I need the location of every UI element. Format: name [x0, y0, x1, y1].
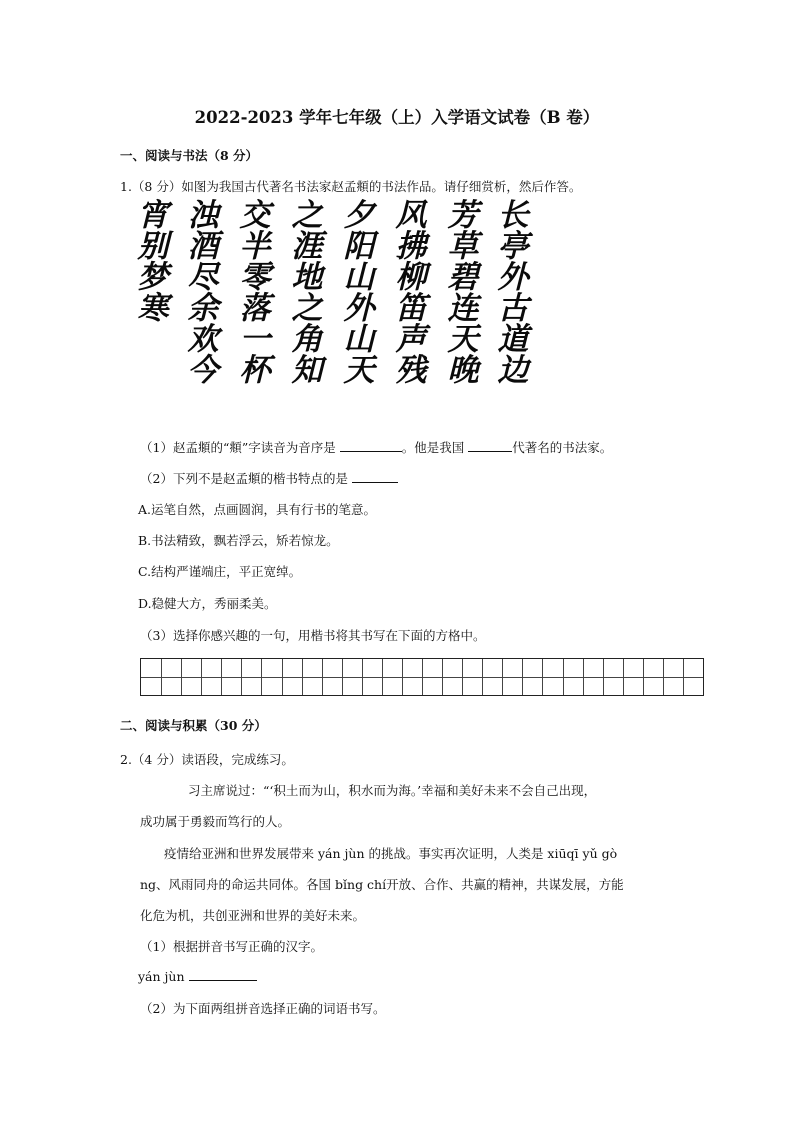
q1-stem: 1.（8 分）如图为我国古代著名书法家赵孟頫的书法作品。请仔细赏析，然后作答。: [120, 179, 582, 194]
grid-cell-divider: [482, 659, 483, 695]
q1-sub2-text: （2）下列不是赵孟頫的楷书特点的是: [140, 471, 348, 486]
grid-cell-divider: [442, 659, 443, 695]
grid-cell-divider: [241, 659, 242, 695]
calligraphy-text: 交半零落一杯: [233, 198, 270, 384]
option-a: A.运笔自然，点画圆润，具有行书的笔意。: [138, 502, 377, 517]
answer-blank[interactable]: [189, 968, 257, 981]
grid-cell-divider: [623, 659, 624, 695]
q1-sub1-part-a: （1）赵孟頫的“頫”字读音为音序是: [140, 440, 336, 455]
calligraphy-text: 之涯地之角知: [285, 198, 322, 384]
grid-cell-divider: [221, 659, 222, 695]
grid-cell-divider: [181, 659, 182, 695]
grid-cell-divider: [683, 659, 684, 695]
calligraphy-column: [130, 198, 169, 322]
grid-cell-divider: [402, 659, 403, 695]
calligraphy-text: 风拂柳笛声残: [389, 198, 426, 384]
q2-stem: 2.（4 分）读语段，完成练习。: [120, 752, 294, 767]
calligraphy-column: [440, 198, 479, 384]
grid-cell-divider: [583, 659, 584, 695]
answer-blank[interactable]: [340, 439, 402, 452]
grid-cell-divider: [201, 659, 202, 695]
grid-cell-divider: [542, 659, 543, 695]
calligraphy-text: 浊酒尽余欢今: [181, 198, 218, 384]
q1-sub2: [140, 469, 398, 487]
grid-cell-divider: [282, 659, 283, 695]
calligraphy-text: 长亭外古道边: [491, 198, 528, 384]
grid-cell-divider: [462, 659, 463, 695]
calligraphy-column: [490, 198, 529, 384]
grid-cell-divider: [563, 659, 564, 695]
calligraphy-column: [232, 198, 271, 384]
option-b: B.书法精致，飘若浮云，矫若惊龙。: [138, 533, 339, 548]
grid-cell-divider: [663, 659, 664, 695]
calligraphy-column: [336, 198, 375, 384]
calligraphy-artwork: [130, 198, 530, 424]
option-d: D.稳健大方，秀丽柔美。: [138, 596, 277, 611]
pinyin-answer-line: [138, 968, 257, 984]
calligraphy-column: [388, 198, 427, 384]
answer-blank[interactable]: [468, 439, 512, 452]
q2-para2-line3: 化危为机，共创亚洲和世界的美好未来。: [140, 908, 366, 923]
q1-sub1-part-b: 。他是我国: [401, 440, 465, 455]
calligraphy-column: [180, 198, 219, 384]
q2-para2-line2: ng、风雨同舟的命运共同体。各国 bǐng chí开放、合作、共赢的精神，共谋发展，方能: [140, 877, 624, 892]
section-2-heading: 二、阅读与积累（30 分）: [120, 718, 267, 733]
calligraphy-text: 宵别梦寒: [131, 198, 168, 322]
page-title: 2022-2023 学年七年级（上）入学语文试卷（B 卷）: [194, 108, 600, 127]
q1-sub3: （3）选择你感兴趣的一句，用楷书将其书写在下面的方格中。: [140, 628, 486, 643]
section-1-heading: 一、阅读与书法（8 分）: [120, 148, 259, 163]
pinyin-label: yán jùn: [138, 969, 185, 984]
q1-sub1: [140, 438, 612, 456]
grid-cell-divider: [643, 659, 644, 695]
q2-para1-line1: 习主席说过：“‘积土而为山，积水而为海。’幸福和美好未来不会自己出现，: [188, 783, 597, 798]
grid-cell-divider: [302, 659, 303, 695]
grid-cell-divider: [261, 659, 262, 695]
grid-cell-divider: [522, 659, 523, 695]
q2-para1-line2: 成功属于勇毅而笃行的人。: [140, 814, 291, 829]
grid-cell-divider: [603, 659, 604, 695]
calligraphy-text: 夕阳山外山天: [337, 198, 374, 384]
grid-cell-divider: [161, 659, 162, 695]
answer-blank[interactable]: [352, 470, 398, 483]
calligraphy-column: [284, 198, 323, 384]
q2-sub2: （2）为下面两组拼音选择正确的词语书写。: [140, 1001, 386, 1016]
grid-cell-divider: [422, 659, 423, 695]
option-c: C.结构严谨端庄，平正宽绰。: [138, 564, 302, 579]
q2-sub1: （1）根据拼音书写正确的汉字。: [140, 939, 323, 954]
writing-grid[interactable]: [140, 658, 704, 696]
grid-cell-divider: [322, 659, 323, 695]
grid-cell-divider: [382, 659, 383, 695]
grid-cell-divider: [342, 659, 343, 695]
grid-cell-divider: [502, 659, 503, 695]
q1-sub1-part-c: 代著名的书法家。: [512, 440, 613, 455]
q2-para2-line1: 疫情给亚洲和世界发展带来 yán jùn 的挑战。事实再次证明，人类是 xiūqī yǔ gò: [164, 846, 618, 861]
grid-cell-divider: [362, 659, 363, 695]
calligraphy-text: 芳草碧连天晚: [441, 198, 478, 384]
